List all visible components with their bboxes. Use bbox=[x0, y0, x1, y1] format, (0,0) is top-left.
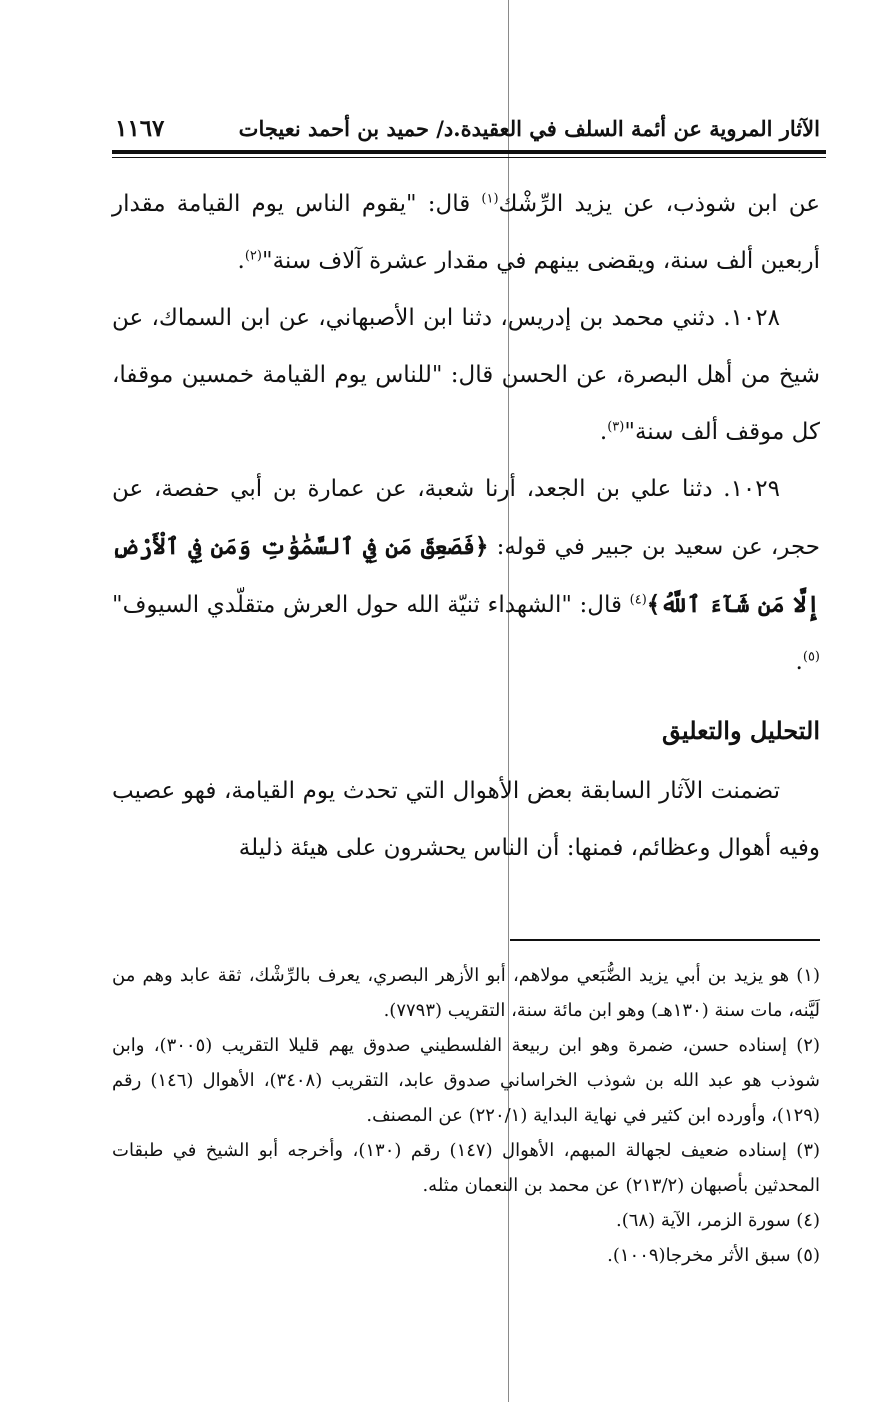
footnote-ref-1: (١) bbox=[481, 191, 499, 207]
footnote-ref-4: (٤) bbox=[629, 592, 647, 608]
paragraph-1028: ١٠٢٨. دثني محمد بن إدريس، دثنا ابن الأصبهاني، عن ابن السماك، عن شيخ من أهل البصرة، عن الحسن قال: "للناس يوم القيامة خمسين موقفا، كل موقف ألف سنة"$^{(٣)}$. bbox=[112, 305, 820, 445]
footnote-3: (٣) إسناده ضعيف لجهالة المبهم، الأهوال (١٤٧) رقم (١٣٠)، وأخرجه أبو الشيخ في طبقات المحدثين بأصبهان (٢١٣/٢) عن محمد بن النعمان مثله. bbox=[112, 1140, 821, 1196]
quran-verse: ﴿فَصَعِقَ مَن فِي ٱلسَّمَٰوَٰتِ وَمَن فِي ٱلْأَرْضِ إِلَّا مَن شَآءَ ٱللَّهُ﴾ bbox=[112, 533, 820, 618]
page-header bbox=[115, 108, 820, 148]
running-title: الآثار المروية عن أئمة السلف في العقيدة.د/ حميد بن أحمد نعيجات bbox=[238, 115, 820, 141]
footnote-ref-2: (٢) bbox=[244, 248, 262, 264]
section-heading: التحليل والتعليق bbox=[661, 716, 820, 745]
narration-number: ١٠٢٩. bbox=[723, 476, 780, 502]
footnote-5: (٥) سبق الأثر مخرجا(١٠٠٩). bbox=[607, 1245, 820, 1266]
footnote-ref-3: (٣) bbox=[607, 419, 625, 435]
footnote-2: (٢) إسناده حسن، ضمرة وهو ابن ربيعة الفلسطيني صدوق يهم قليلا التقريب (٣٠٠٥)، وابن شوذب هو عبد الله بن شوذب الخراساني صدوق عابد، التقريب (٣٤٠٨)، الأهوال (١٤٦) رقم (١٢٩)، وأورده ابن كثير في نهاية البداية (٢٢٠/١) عن المصنف. bbox=[112, 1035, 820, 1126]
paragraph-analysis: تضمنت الآثار السابقة بعض الأهوال التي تحدث يوم القيامة، فهو عصيب وفيه أهوال وعظائم، فمنها: أن الناس يحشرون على هيئة ذليلة bbox=[112, 778, 820, 861]
main-text bbox=[112, 176, 820, 877]
footnote-ref-5: (٥) bbox=[802, 649, 820, 665]
paragraph-1029: ١٠٢٩. دثنا علي بن الجعد، أرنا شعبة، عن عمارة بن أبي حفصة، عن حجر، عن سعيد بن جبير في قوله: ﴿فَصَعِقَ مَن فِي ٱلسَّمَٰوَٰتِ وَمَن فِي ٱلْأَرْضِ إِلَّا مَن شَآءَ ٱللَّهُ﴾$^{(٤)}$ قال: "الشهداء ثنيّة الله حول العرش متقلّدي السيوف"$^{(٥)}$. bbox=[112, 476, 821, 675]
footnote-1: (١) هو يزيد بن أبي يزيد الضُّبَعي مولاهم، أبو الأزهر البصري، يعرف بالرِّشْك، ثقة عابد وهم من لَيَّنه، مات سنة (١٣٠هـ) وهو ابن مائة سنة، التقريب (٧٧٩٣). bbox=[112, 965, 820, 1021]
page-number: ١١٦٧ bbox=[115, 114, 165, 142]
paragraph-1: عن ابن شوذب، عن يزيد الرِّشْك$^{(١)}$ قال: "يقوم الناس يوم القيامة مقدار أربعين ألف سنة، ويقضى بينهم في مقدار عشرة آلاف سنة"$^{(٢)}$. bbox=[112, 191, 821, 274]
footnote-separator bbox=[510, 939, 820, 941]
header-rule-thick bbox=[112, 150, 826, 154]
footnotes bbox=[112, 958, 820, 1273]
header-rule-thin bbox=[112, 157, 826, 158]
footnote-4: (٤) سورة الزمر، الآية (٦٨). bbox=[616, 1210, 820, 1231]
narration-number: ١٠٢٨. bbox=[723, 305, 780, 331]
